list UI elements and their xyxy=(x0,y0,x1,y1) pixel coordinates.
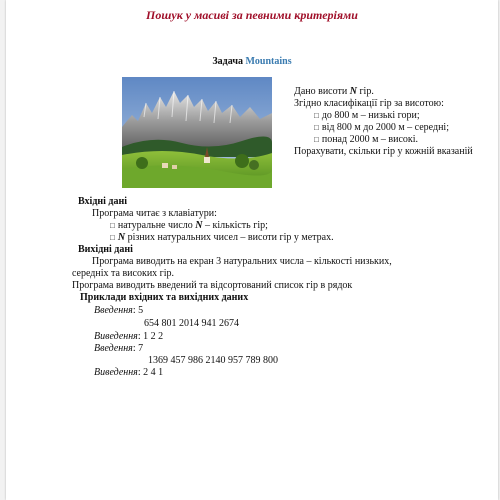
intro-line-2: Згідно класифікації гір за висотою: xyxy=(294,98,444,109)
n-variable: N xyxy=(349,86,357,97)
task-name: Mountains xyxy=(245,56,292,67)
example-1-input-label: Введення: 5 xyxy=(94,305,144,316)
input-heading: Вхідні дані xyxy=(78,196,128,207)
task-prefix: Задача xyxy=(212,56,243,67)
example-1-output: Виведення: 1 2 2 xyxy=(94,331,164,342)
white-square-icon: □ xyxy=(314,111,319,120)
example-2-output: Виведення: 2 4 1 xyxy=(94,367,164,378)
example-2-input-label: Введення: 7 xyxy=(94,343,144,354)
document-page xyxy=(6,0,498,500)
example-1-values: 654 801 2014 941 2674 xyxy=(144,318,239,329)
white-square-icon: □ xyxy=(314,123,319,132)
intro-line-3: Порахувати, скільки гір у кожній вказаній xyxy=(294,146,473,157)
white-square-icon: □ xyxy=(110,233,115,242)
example-2-values: 1369 457 986 2140 957 789 800 xyxy=(148,355,278,366)
mountain-image xyxy=(122,77,272,188)
output-line-3: Програма виводить введений та відсортований список гір в рядок xyxy=(72,280,353,291)
output-line-1: Програма виводить на екран 3 натуральних числа – кількості низьких, xyxy=(92,256,392,267)
input-text: Програма читає з клавіатури: xyxy=(92,208,217,219)
output-line-2: середніх та високих гір. xyxy=(72,268,175,279)
intro-line-1: Дано висоти N гір. xyxy=(294,86,374,97)
input-bullet-1: □ натуральне число N – кількість гір; xyxy=(110,220,268,231)
input-bullet-2: □ N різних натуральних чисел – висоти гір у метрах. xyxy=(110,232,334,243)
white-square-icon: □ xyxy=(110,221,115,230)
output-heading: Вихідні дані xyxy=(78,244,133,255)
mountain-photo xyxy=(122,77,272,188)
white-square-icon: □ xyxy=(314,135,319,144)
task-heading xyxy=(6,56,498,67)
intro-bullet-1: □ до 800 м – низькі гори; xyxy=(314,110,420,121)
intro-bullet-3: □ понад 2000 м – високі. xyxy=(314,134,419,145)
page-title: Пошук у масиві за певними критеріями xyxy=(146,8,358,22)
intro-bullet-2: □ від 800 м до 2000 м – середні; xyxy=(314,122,449,133)
examples-heading: Приклади вхідних та вихідних даних xyxy=(80,292,249,303)
